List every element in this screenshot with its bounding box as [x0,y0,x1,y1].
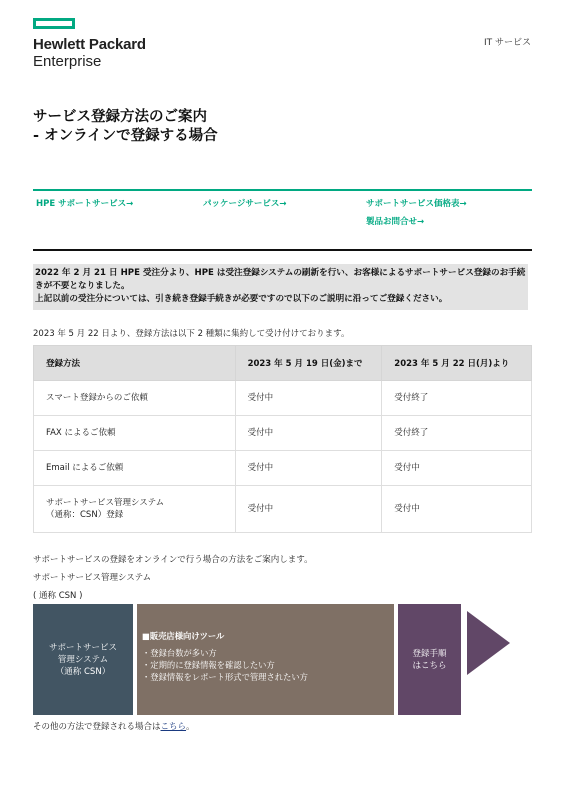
arrow-right-icon[interactable] [467,611,510,675]
link-product-inquiry[interactable]: 製品お問合せ→ [366,217,425,227]
logo-line-1: Hewlett Packard [33,36,146,53]
footer-end: 。 [186,722,195,732]
notice-box [33,264,528,310]
intro-text: 2023 年 5 月 22 日より、登録方法は以下 2 種類に集約して受け付けております。 [33,329,350,339]
link-support-services[interactable]: HPE サポートサービス→ [36,199,134,209]
notice-line-2: 上記以前の受注分については、引き続き登録手続きが必要ですので以下のご説明に沿ってご登録ください。 [35,294,448,304]
link-package-services[interactable]: パッケージサービス→ [203,199,287,209]
col-header-from: 2023 年 5 月 22 日(月)より [382,346,532,381]
reseller-tool-box [137,604,394,715]
cell-until: 受付中 [235,451,382,486]
cell-until: 受付中 [235,381,382,416]
cell-method-line-2: （通称：CSN）登録 [46,510,124,520]
col-header-method: 登録方法 [34,346,236,381]
title-line-2: - オンラインで登録する場合 [33,128,218,144]
footer-text: その他の方法で登録される場合は [33,722,161,732]
csn-alias: ( 通称 CSN ) [33,591,83,601]
cell-method: Email によるご依頼 [34,451,236,486]
notice-line-1: 2022 年 2 月 21 日 HPE 受注分より、HPE は受注登録システムの刷新を行い、お客様によるサポートサービス登録のお手続きが不要となりました。 [35,268,526,291]
link-price-list[interactable]: サポートサービス価格表→ [366,199,467,209]
category-label: IT サービス [483,38,531,48]
table-row [34,451,532,486]
online-intro: サポートサービスの登録をオンラインで行う場合の方法をご案内します。 [33,555,313,565]
title-line-1: サービス登録方法のご案内 [33,109,207,125]
registration-status-table [33,345,532,533]
logo-line-2: Enterprise [33,53,102,70]
table-row [34,486,532,533]
csn-name: サポートサービス管理システム [33,573,152,583]
csn-box-line-3: （通称 CSN） [55,666,111,677]
table-row [34,416,532,451]
cell-from: 受付中 [382,451,532,486]
accent-divider [33,189,532,191]
steps-line-1: 登録手順 [412,648,447,659]
footer-note [33,720,195,732]
csn-box-line-1: サポートサービス [48,642,117,653]
hpe-logo-mark [33,18,75,29]
section-divider [33,249,532,251]
cell-from: 受付中 [382,486,532,533]
other-methods-link[interactable]: こちら [160,722,187,732]
cell-until: 受付中 [235,416,382,451]
csn-box [33,604,133,715]
table-header-row [34,346,532,381]
registration-steps-button[interactable] [398,604,461,715]
cell-from: 受付終了 [382,381,532,416]
cell-method-line-1: サポートサービス管理システム [46,498,165,508]
csn-box-line-2: 管理システム [57,654,109,665]
page-title [33,108,218,146]
table-row [34,381,532,416]
reseller-tool-item: ・定期的に登録情報を確認したい方 [142,660,275,670]
col-header-until: 2023 年 5 月 19 日(金)まで [235,346,382,381]
reseller-tool-heading: ■販売店様向けツール [142,631,225,641]
cell-method: スマート登録からのご依頼 [34,381,236,416]
reseller-tool-item: ・登録情報をレポート形式で管理されたい方 [142,672,308,682]
cell-from: 受付終了 [382,416,532,451]
steps-line-2: はこちら [412,660,447,671]
cell-method [34,486,236,533]
cell-until: 受付中 [235,486,382,533]
reseller-tool-item: ・登録台数が多い方 [142,648,217,658]
cell-method: FAX によるご依頼 [34,416,236,451]
